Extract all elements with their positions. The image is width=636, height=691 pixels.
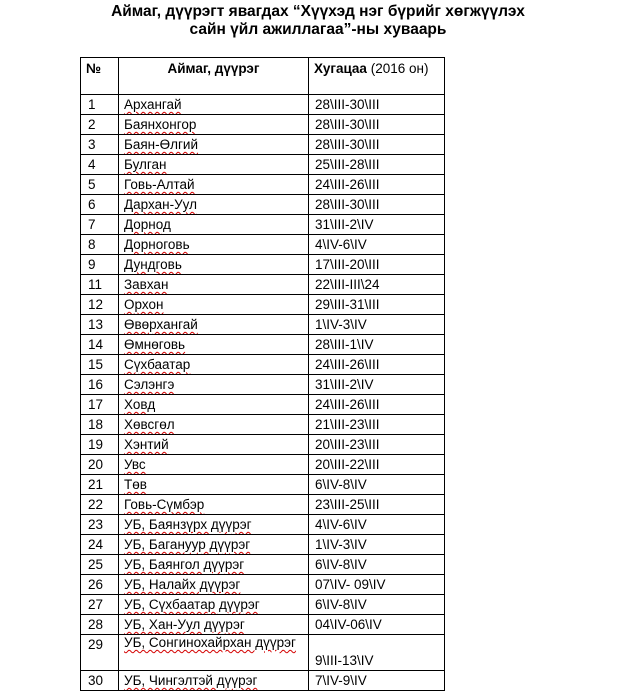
row-number: 21: [81, 475, 119, 495]
row-period: 28\III-30\III: [309, 115, 445, 135]
row-aimag: УБ, Баянзүрх дүүрэг: [119, 515, 309, 535]
table-row: [81, 555, 445, 575]
table-row: [81, 315, 445, 335]
row-period: 6\IV-8\IV: [309, 475, 445, 495]
row-number: 25: [81, 555, 119, 575]
schedule-table: [80, 57, 445, 691]
row-period: 6\IV-8\IV: [309, 555, 445, 575]
table-row: [81, 255, 445, 275]
table-row: [81, 95, 445, 115]
row-aimag: Сүхбаатар: [119, 355, 309, 375]
row-number: 2: [81, 115, 119, 135]
row-number: 14: [81, 335, 119, 355]
row-aimag: Говь-Алтай: [119, 175, 309, 195]
row-period: 24\III-26\III: [309, 395, 445, 415]
row-period: 20\III-23\III: [309, 435, 445, 455]
page-title: [0, 3, 636, 39]
row-period: 31\III-2\IV: [309, 215, 445, 235]
table-row: [81, 595, 445, 615]
table-row: [81, 671, 445, 691]
row-number: 9: [81, 255, 119, 275]
row-period: 23\III-25\III: [309, 495, 445, 515]
row-aimag: Дорноговь: [119, 235, 309, 255]
row-period: 04\IV-06\IV: [309, 615, 445, 635]
row-period: 28\III-30\III: [309, 135, 445, 155]
table-row: [81, 395, 445, 415]
row-period: 28\III-30\III: [309, 195, 445, 215]
row-number: 5: [81, 175, 119, 195]
row-aimag: Дундговь: [119, 255, 309, 275]
header-period-year: (2016 он): [366, 61, 429, 76]
row-aimag: Баянхонгор: [119, 115, 309, 135]
row-number: 12: [81, 295, 119, 315]
row-number: 30: [81, 671, 119, 691]
row-aimag: УБ, Сонгинохайрхан дүүрэг: [119, 635, 309, 671]
table-header-row: [81, 58, 445, 95]
row-number: 27: [81, 595, 119, 615]
row-period: 6\IV-8\IV: [309, 595, 445, 615]
table-row: [81, 535, 445, 555]
row-aimag: Дорнод: [119, 215, 309, 235]
row-aimag: Говь-Сүмбэр: [119, 495, 309, 515]
table-row: [81, 515, 445, 535]
row-period: 25\III-28\III: [309, 155, 445, 175]
row-aimag: Баян-Өлгий: [119, 135, 309, 155]
row-aimag: УБ, Налайх дүүрэг: [119, 575, 309, 595]
row-aimag: УБ, Багануур дүүрэг: [119, 535, 309, 555]
row-period: 31\III-2\IV: [309, 375, 445, 395]
row-aimag: Ховд: [119, 395, 309, 415]
row-number: 1: [81, 95, 119, 115]
row-aimag: Увс: [119, 455, 309, 475]
row-aimag: Өмнөговь: [119, 335, 309, 355]
page-title-line-2: сайн үйл ажиллагаа”-ны хуваарь: [189, 21, 447, 38]
row-period: 24\III-26\III: [309, 355, 445, 375]
row-number: 15: [81, 355, 119, 375]
table-row: [81, 335, 445, 355]
row-aimag: УБ, Хан-Уул дүүрэг: [119, 615, 309, 635]
row-number: 22: [81, 495, 119, 515]
row-aimag: УБ, Чингэлтэй дүүрэг: [119, 671, 309, 691]
row-period: 1\IV-3\IV: [309, 535, 445, 555]
table-row: [81, 295, 445, 315]
row-number: 24: [81, 535, 119, 555]
row-aimag: Хэнтий: [119, 435, 309, 455]
table-row: [81, 275, 445, 295]
table-row: [81, 175, 445, 195]
row-aimag: УБ, Баянгол дүүрэг: [119, 555, 309, 575]
row-period: 22\III-III\24: [309, 275, 445, 295]
row-aimag: Завхан: [119, 275, 309, 295]
row-period: 7\IV-9\IV: [309, 671, 445, 691]
row-period: 4\IV-6\IV: [309, 515, 445, 535]
row-aimag: Төв: [119, 475, 309, 495]
row-number: 17: [81, 395, 119, 415]
table-row: [81, 575, 445, 595]
table-row: [81, 135, 445, 155]
page-title-line-1: Аймаг, дүүрэгт явагдах “Хүүхэд нэг бүрийг хөгжүүлэх: [111, 3, 525, 20]
row-number: 6: [81, 195, 119, 215]
row-period: 9\III-13\IV: [309, 635, 445, 671]
row-period: 07\IV- 09\IV: [309, 575, 445, 595]
table-row: [81, 435, 445, 455]
table-row: [81, 375, 445, 395]
row-aimag: Архангай: [119, 95, 309, 115]
table-row: [81, 495, 445, 515]
row-aimag: Орхон: [119, 295, 309, 315]
row-aimag: Өвөрхангай: [119, 315, 309, 335]
row-aimag: Сэлэнгэ: [119, 375, 309, 395]
row-period: 21\III-23\III: [309, 415, 445, 435]
row-number: 8: [81, 235, 119, 255]
table-row: [81, 355, 445, 375]
row-number: 26: [81, 575, 119, 595]
header-period: [309, 58, 445, 95]
row-number: 20: [81, 455, 119, 475]
table-row: [81, 155, 445, 175]
row-period: 24\III-26\III: [309, 175, 445, 195]
header-number: №: [81, 58, 119, 95]
table-row: [81, 455, 445, 475]
row-number: 13: [81, 315, 119, 335]
row-period: 4\IV-6\IV: [309, 235, 445, 255]
row-period: 1\IV-3\IV: [309, 315, 445, 335]
row-period: 29\III-31\III: [309, 295, 445, 315]
row-number: 7: [81, 215, 119, 235]
table-body: [81, 95, 445, 691]
row-number: 3: [81, 135, 119, 155]
row-period: 28\III-1\IV: [309, 335, 445, 355]
row-period: 28\III-30\III: [309, 95, 445, 115]
table-header: [81, 58, 445, 95]
header-period-label: Хугацаа: [314, 61, 367, 76]
table-row: [81, 195, 445, 215]
table-row: [81, 635, 445, 671]
row-number: 4: [81, 155, 119, 175]
row-aimag: Дархан-Уул: [119, 195, 309, 215]
header-aimag: Аймаг, дүүрэг: [119, 58, 309, 95]
row-number: 16: [81, 375, 119, 395]
row-number: 28: [81, 615, 119, 635]
table-row: [81, 415, 445, 435]
row-number: 23: [81, 515, 119, 535]
table-row: [81, 475, 445, 495]
row-aimag: Булган: [119, 155, 309, 175]
table-row: [81, 235, 445, 255]
row-number: 11: [81, 275, 119, 295]
table-row: [81, 615, 445, 635]
row-number: 18: [81, 415, 119, 435]
row-aimag: Хөвсгөл: [119, 415, 309, 435]
row-period: 17\III-20\III: [309, 255, 445, 275]
row-number: 19: [81, 435, 119, 455]
table-row: [81, 215, 445, 235]
row-aimag: УБ, Сүхбаатар дүүрэг: [119, 595, 309, 615]
row-number: 29: [81, 635, 119, 671]
row-period: 20\III-22\III: [309, 455, 445, 475]
table-row: [81, 115, 445, 135]
